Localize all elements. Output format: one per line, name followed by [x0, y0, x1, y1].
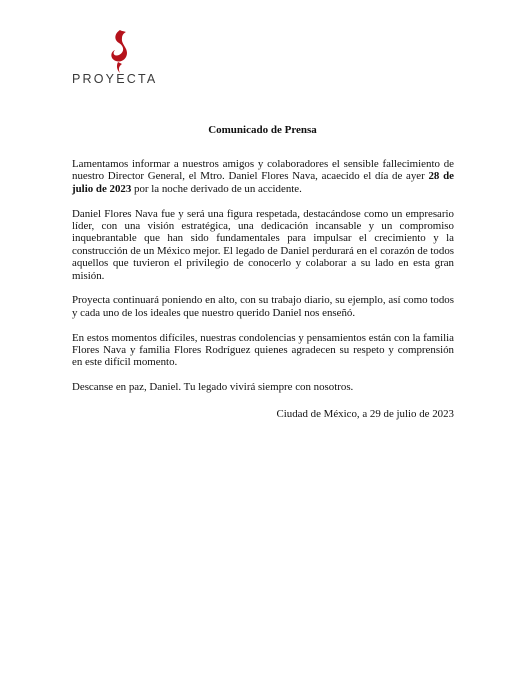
paragraph-1-date: 28 de julio de 2023 — [72, 170, 454, 195]
paragraph-3: Proyecta continuará poniendo en alto, con su trabajo diario, su ejemplo, así como todos y cada uno de los ideales que nuestro querido Daniel nos enseñó. — [72, 294, 454, 319]
paragraph-5: Descanse en paz, Daniel. Tu legado vivirá siempre con nosotros. — [72, 381, 354, 394]
paragraph-1-text: Lamentamos informar a nuestros amigos y colaboradores el sensible fallecimiento de nuestro Director General, el Mtro. Daniel Flores Nava, acaecido el día de ayer — [72, 158, 454, 183]
document-body — [72, 158, 454, 406]
logo-text: PROYECTA — [72, 72, 158, 86]
paragraph-4: En estos momentos difíciles, nuestras condolencias y pensamientos están con la familia Flores Nava y familia Flores Rodríguez quienes agradecen su respeto y comprensión en este difícil momento. — [72, 331, 454, 369]
document-title: Comunicado de Prensa — [208, 124, 317, 136]
proyecta-flame-icon — [106, 28, 132, 74]
paragraph-2: Daniel Flores Nava fue y será una figura respetada, destacándose como un empresario líder, con una visión estratégica, una dedicación incansable y un compromiso inquebrantable que han sido fundamentales para impulsar el crecimiento y la construcción de un México mejor. El legado de Daniel perdurará en el corazón de todos aquellos que tuvieron el privilegio de conocerlo y colaborar a su lado en esta gran misión. — [72, 207, 454, 282]
paragraph-1 — [72, 158, 454, 195]
date-line: Ciudad de México, a 29 de julio de 2023 — [276, 408, 454, 420]
brand-logo — [72, 28, 182, 90]
paragraph-1-tail: por la noche derivado de un accidente. — [131, 182, 302, 195]
